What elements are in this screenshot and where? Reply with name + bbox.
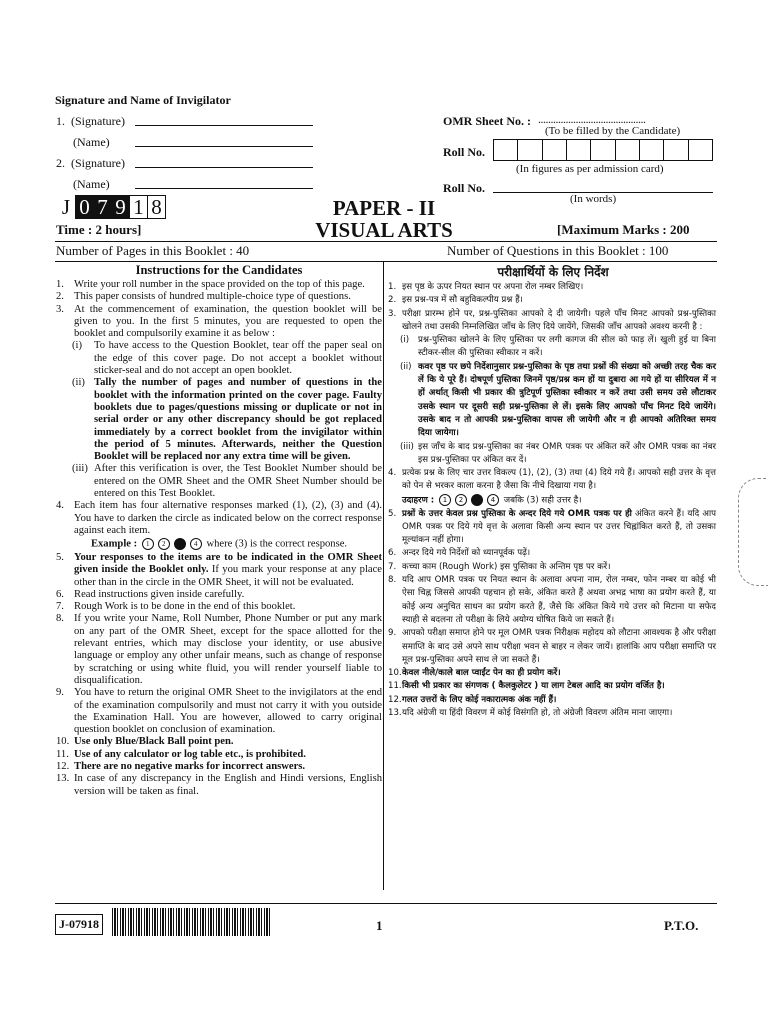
en-example: Example : 1 2 4 where (3) is the correct response. bbox=[90, 538, 348, 550]
en-instruction-7: 7. Rough Work is to be done in the end of this booklet. bbox=[56, 601, 296, 613]
hi-instruction-12: 12. गलत उत्तरों के लिए कोई नकारात्मक अंक नहीं हैं। bbox=[388, 694, 557, 705]
divider-mid bbox=[55, 261, 717, 262]
hi-instruction-3-ii: (ii) कवर पृष्ठ पर छपे निर्देशानुसार प्रश्न-पुस्तिका के पृष्ठ तथा प्रश्नों की संख्या को अच्छी तरह चैक कर लें कि ये पूरे हैं। दोषपूर्ण पुस्तिका जिनमें पृष्ठ/प्रश्न कम हों या दुबारा आ गये हों या सीरियल में न हों अर्थात् किसी भी प्रकार की त्रुटिपूर्ण पुस्तिका स्वीकार न करें तथा उसी समय उसे लौटाकर उसके स्थान पर दूसरी सही प्रश्न-पुस्तिका ले लें। इसके लिए आपको पाँच मिनट दिये जायेंगे। उसके बाद न तो आपकी प्रश्न-पुस्तिका वापस ली जायेगी और न ही आपको अतिरिक्त समय दिया जायेगा। bbox=[400, 361, 716, 439]
roll-label-words: Roll No. bbox=[443, 181, 485, 195]
time-limit: Time : 2 hours] bbox=[56, 222, 142, 237]
footer-code: J-07918 bbox=[55, 914, 103, 935]
en-instruction-3: 3. At the commencement of examination, the question booklet will be given to you. In the first 5 minutes, you are requested to open the booklet and compulsorily examine it as below : bbox=[56, 303, 382, 340]
hi-instruction-8: 8. यदि आप OMR पत्रक पर नियत स्थान के अलावा अपना नाम, रोल नम्बर, फोन नम्बर या कोई भी ऐसा चिह्न जिससे आपकी पहचान हो सके, अंकित करते हैं अथवा अभद्र भाषा का प्रयोग करते हैं, या कोई अन्य अनुचित साधन का प्रयोग करते हैं, जैसे कि अंकित किये गये उत्तर को मिटाना या सफेद स्याही से बदलना तो परीक्षा के लिये अयोग्य घोषित किये जा सकते हैं। bbox=[388, 575, 716, 625]
divider-top bbox=[55, 241, 717, 242]
code-letter: J bbox=[61, 195, 71, 219]
max-marks: [Maximum Marks : 200 bbox=[557, 222, 690, 237]
en-instruction-9: 9. You have to return the original OMR Sheet to the invigilators at the end of the examination compulsorily and must not carry it with you outside the Examination Hall. You are however, allowed to carry original question booklet on conclusion of examination. bbox=[56, 687, 382, 736]
en-instruction-5: 5. Your responses to the items are to be indicated in the OMR Sheet given inside the Booklet only. If you mark your response at any place other than in the circle in the OMR Sheet, it will not be evaluated. bbox=[56, 551, 383, 588]
en-instruction-10: 10. Use only Blue/Black Ball point pen. bbox=[56, 736, 234, 748]
code-digit: 9 bbox=[111, 195, 130, 219]
en-instruction-11: 11. Use of any calculator or log table etc., is prohibited. bbox=[56, 748, 306, 760]
hi-instruction-10: 10. केवल नीले/काले बाल प्वाईंट पेन का ही प्रयोग करें। bbox=[388, 668, 561, 679]
en-instruction-3-ii: (ii) Tally the number of pages and number of questions in the booklet with the information printed on the cover page. Faulty booklets due to pages/questions missing or duplicate or not in serial order or any other discrepancy should be got replaced immediately by a correct booklet from the invigilator within the period of 5 minutes. Afterwards, neither the Question Booklet will be replaced nor any extra time will be given. bbox=[72, 377, 382, 463]
code-digit: 0 bbox=[75, 195, 94, 219]
barcode bbox=[112, 908, 272, 936]
questions-count: Number of Questions in this Booklet : 100 bbox=[447, 243, 669, 258]
divider-footer bbox=[55, 903, 717, 904]
invigilator-sign-1: 1. (Signature) bbox=[56, 114, 125, 128]
omr-dots[interactable]: ........................................... bbox=[538, 112, 646, 126]
omr-label: OMR Sheet No. : bbox=[443, 114, 531, 128]
en-instruction-1: 1. Write your roll number in the space provided on the top of this page. bbox=[56, 279, 365, 290]
paper-seal-marker bbox=[738, 478, 768, 586]
hi-example: उदाहरण : 1 2 4 जबकि (3) सही उत्तर है। bbox=[402, 495, 582, 506]
invigilator-name-1: (Name) bbox=[73, 135, 110, 149]
example-option-3-filled bbox=[471, 494, 483, 506]
paper-subject: VISUAL ARTS bbox=[315, 218, 453, 242]
en-instructions-heading: Instructions for the Candidates bbox=[135, 263, 303, 277]
roll-label-figures: Roll No. bbox=[443, 145, 485, 159]
en-instruction-12: 12. There are no negative marks for incorrect answers. bbox=[56, 761, 306, 773]
hi-instruction-6: 6. अन्दर दिये गये निर्देशों को ध्यानपूर्वक पढ़ें। bbox=[388, 548, 531, 559]
hi-instruction-2: 2. इस प्रश्न-पत्र में सौ बहुविकल्पीय प्रश्न हैं। bbox=[388, 295, 523, 306]
invigilator-name-2: (Name) bbox=[73, 177, 110, 191]
en-instruction-2: 2. This paper consists of hundred multiple-choice type of questions. bbox=[56, 291, 351, 303]
hi-instructions-heading: परीक्षार्थियों के लिए निर्देश bbox=[497, 265, 609, 279]
code-digit: 1 bbox=[129, 195, 148, 219]
invigilator-sign-2: 2. (Signature) bbox=[56, 156, 125, 170]
invigilator-sign-1-line[interactable] bbox=[135, 125, 313, 126]
hi-instruction-11: 11. किसी भी प्रकार का संगणक ( कैलकुलेटर ) या लाग टेबल आदि का प्रयोग वर्जित है। bbox=[388, 681, 665, 692]
code-digit: 7 bbox=[93, 195, 112, 219]
hi-instruction-3-iii: (iii) इस जाँच के बाद प्रश्न-पुस्तिका का नंबर OMR पत्रक पर अंकित करें और OMR पत्रक का नंबर इस प्रश्न-पुस्तिका पर अंकित कर दें। bbox=[400, 441, 716, 465]
invigilator-heading: Signature and Name of Invigilator bbox=[55, 93, 231, 107]
hi-instruction-1: 1. इस पृष्ठ के ऊपर नियत स्थान पर अपना रोल नम्बर लिखिए। bbox=[388, 282, 584, 292]
example-option-1: 1 bbox=[439, 494, 451, 506]
roll-number-boxes[interactable] bbox=[493, 139, 713, 161]
omr-note: (To be filled by the Candidate) bbox=[545, 125, 681, 137]
en-instruction-4: 4. Each item has four alternative responses marked (1), (2), (3) and (4). You have to darken the circle as indicated below on the correct response against each item. bbox=[56, 500, 382, 536]
roll-note-figures: (In figures as per admission card) bbox=[516, 163, 664, 175]
en-instruction-3-iii: (iii) After this verification is over, the Test Booklet Number should be entered on the OMR Sheet and the OMR Sheet Number should be entered on this Test Booklet. bbox=[72, 463, 382, 500]
pages-count: Number of Pages in this Booklet : 40 bbox=[56, 243, 250, 258]
hi-instruction-13: 13. यदि अंग्रेजी या हिंदी विवरण में कोई विसंगति हो, तो अंग्रेजी विवरण अंतिम माना जाएगा। bbox=[388, 708, 673, 718]
en-instruction-13: 13. In case of any discrepancy in the English and Hindi versions, English version will be taken as final. bbox=[56, 773, 382, 797]
hi-instruction-5: 5. प्रश्नों के उत्तर केवल प्रश्न पुस्तिका के अन्दर दिये गये OMR पत्रक पर ही अंकित करने हैं। यदि आप OMR पत्रक पर दिये गये वृत्त के अलावा किसी अन्य स्थान पर उत्तर चिह्नांकित करते हैं, तो उसका मूल्यांकन नहीं होगा। bbox=[388, 508, 717, 546]
hi-instruction-4: 4. प्रत्येक प्रश्न के लिए चार उत्तर विकल्प (1), (2), (3) तथा (4) दिये गये हैं। आपको सही उत्तर के वृत्त को पेन से भरकर काला करना है जैसा कि नीचे दिखाया गया है। bbox=[388, 468, 716, 492]
pto-label: P.T.O. bbox=[664, 918, 699, 933]
hi-instruction-9: 9. आपको परीक्षा समाप्त होने पर मूल OMR पत्रक निरीक्षक महोदय को लौटाना आवश्यक है और परीक्षा समाप्ति के बाद उसे अपने साथ परीक्षा भवन से बाहर न लेकर जायें। हालांकि आप परीक्षा समाप्ति पर मूल प्रश्न-पुस्तिका अपने साथ ले जा सकते हैं। bbox=[388, 628, 716, 665]
example-option-2: 2 bbox=[455, 494, 467, 506]
example-option-1: 1 bbox=[142, 538, 154, 550]
hi-instructions bbox=[388, 281, 716, 720]
column-divider bbox=[383, 262, 384, 890]
invigilator-name-1-line[interactable] bbox=[135, 146, 313, 147]
page-number: 1 bbox=[376, 918, 383, 933]
example-option-4: 4 bbox=[487, 494, 499, 506]
example-option-3-filled bbox=[174, 538, 186, 550]
roll-note-words: (In words) bbox=[570, 193, 617, 205]
paper-title: PAPER - II bbox=[332, 196, 436, 220]
example-option-4: 4 bbox=[190, 538, 202, 550]
hi-instruction-7: 7. कच्चा काम (Rough Work) इस पुस्तिका के अन्तिम पृष्ठ पर करें। bbox=[388, 561, 611, 572]
en-instruction-8: 8. If you write your Name, Roll Number, Phone Number or put any mark on any part of the OMR Sheet, except for the space allotted for the relevant entries, which may disclose your identity, or use abusive language or employ any other unfair means, such as change of response by scratching or using white fluid, you will render yourself liable to disqualification. bbox=[56, 613, 382, 686]
hi-instruction-3: 3. परीक्षा प्रारम्भ होने पर, प्रश्न-पुस्तिका आपको दे दी जायेगी। पहले पाँच मिनट आपको प्रश्न-पुस्तिका खोलने तथा उसकी निम्नलिखित जाँच के लिए दिये जायेंगे, जिसकी जाँच आपको अवश्य करनी है : bbox=[388, 308, 716, 332]
invigilator-sign-2-line[interactable] bbox=[135, 167, 313, 168]
en-instructions bbox=[56, 279, 382, 798]
invigilator-name-2-line[interactable] bbox=[135, 188, 313, 189]
code-digit: 8 bbox=[147, 195, 166, 219]
en-instruction-6: 6. Read instructions given inside carefully. bbox=[56, 588, 245, 600]
example-option-2: 2 bbox=[158, 538, 170, 550]
en-instruction-3-i: (i) To have access to the Question Booklet, tear off the paper seal on the edge of this cover page. Do not accept a booklet without sticker-seal and do not accept an open booklet. bbox=[72, 340, 382, 377]
hi-instruction-3-i: (i) प्रश्न-पुस्तिका खोलने के लिए पुस्तिका पर लगी कागज की सील को फाड़ लें। खुली हुई या बिना स्टीकर-सील की पुस्तिका स्वीकार न करें। bbox=[400, 335, 716, 359]
